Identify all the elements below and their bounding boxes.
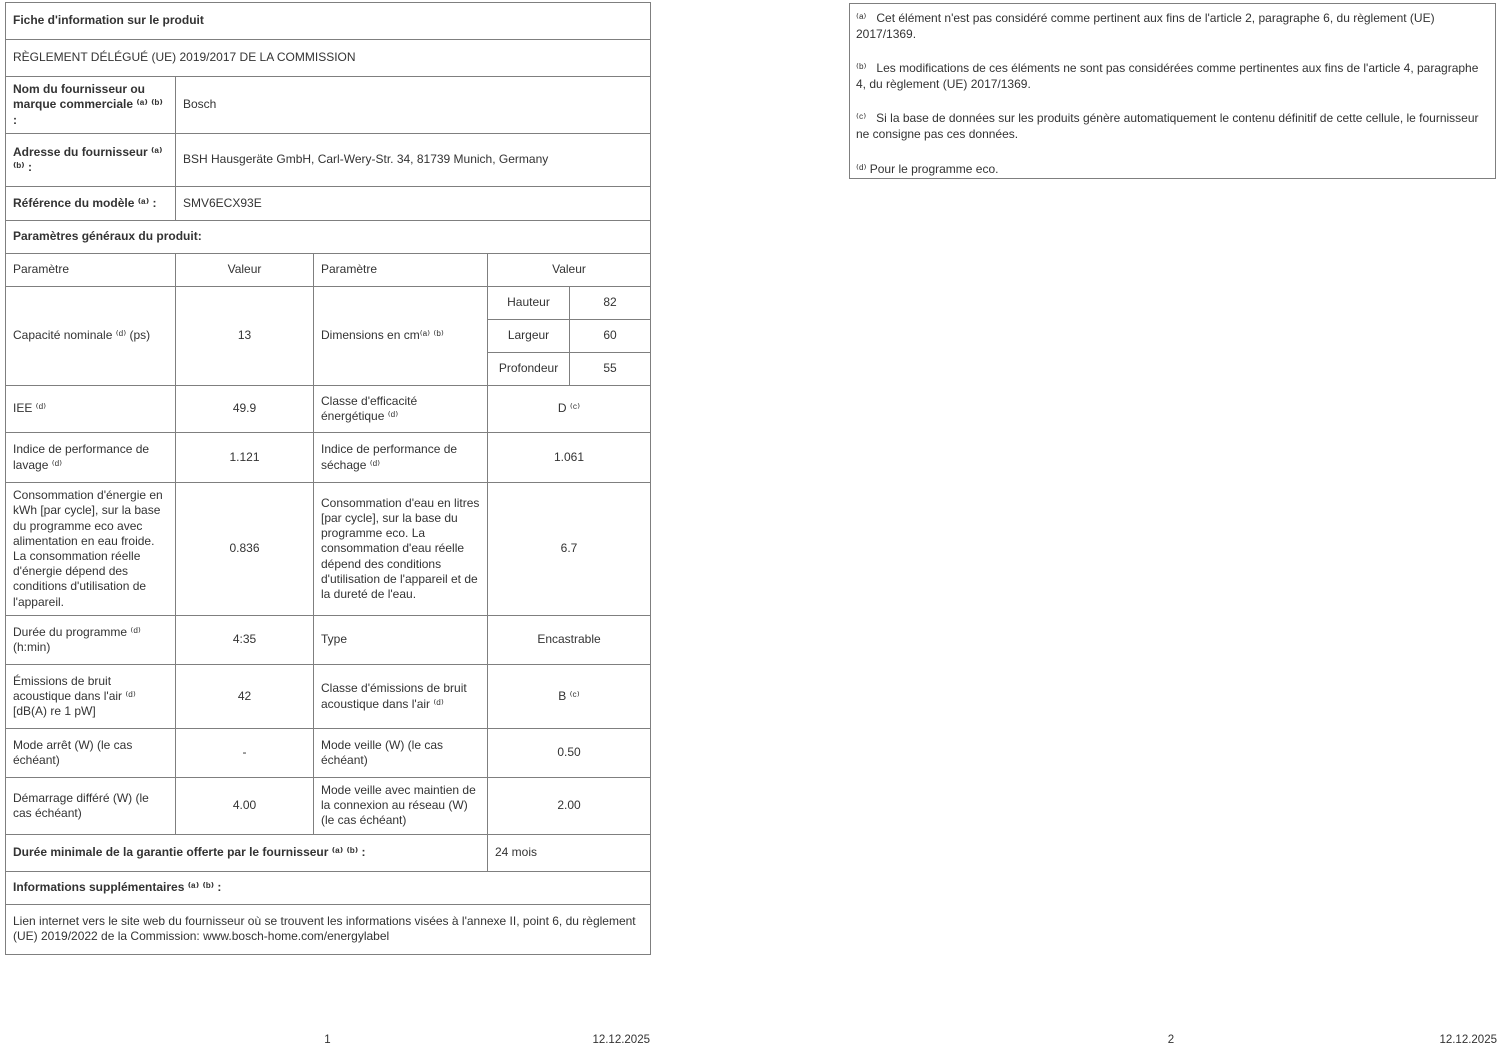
energy-class-label: Classe d'efficacité énergétique ⁽ᵈ⁾ xyxy=(314,386,488,433)
cleaning-index-label: Indice de performance de lavage ⁽ᵈ⁾ xyxy=(6,433,176,483)
table-row xyxy=(6,3,651,40)
type-label: Type xyxy=(314,616,488,665)
dimension-depth-label: Profondeur xyxy=(488,353,570,386)
page1-number: 1 xyxy=(324,1034,331,1046)
type-value: Encastrable xyxy=(488,616,651,665)
table-row xyxy=(6,616,651,665)
model-reference-value: SMV6ECX93E xyxy=(176,187,651,221)
table-row xyxy=(6,729,651,778)
energy-consumption-value: 0.836 xyxy=(176,483,314,616)
page1-footer xyxy=(5,1034,650,1050)
networked-standby-value: 2.00 xyxy=(488,778,651,835)
dimension-height-value: 82 xyxy=(570,287,651,320)
column-header-parameter-2: Paramètre xyxy=(314,254,488,287)
noise-emission-label: Émissions de bruit acoustique dans l'air ⁽ᵈ⁾ [dB(A) re 1 pW] xyxy=(6,665,176,729)
capacity-value: 13 xyxy=(176,287,314,386)
page2-date: 12.12.2025 xyxy=(1439,1034,1497,1046)
footnote-c: ⁽ᶜ⁾ Si la base de données sur les produits génère automatiquement le contenu définitif de cette cellule, le fournisseur ne consigne pas ces données. xyxy=(856,111,1482,141)
table-row xyxy=(6,187,651,221)
delayed-start-value: 4.00 xyxy=(176,778,314,835)
column-header-value-1: Valeur xyxy=(176,254,314,287)
table-row xyxy=(6,134,651,187)
drying-index-label: Indice de performance de séchage ⁽ᵈ⁾ xyxy=(314,433,488,483)
networked-standby-label: Mode veille avec maintien de la connexion au réseau (W) (le cas échéant) xyxy=(314,778,488,835)
footnotes-panel xyxy=(849,3,1496,179)
dimension-height-label: Hauteur xyxy=(488,287,570,320)
column-header-parameter-1: Paramètre xyxy=(6,254,176,287)
page1-date: 12.12.2025 xyxy=(592,1034,650,1046)
noise-class-value: B ⁽ᶜ⁾ xyxy=(488,665,651,729)
table-row xyxy=(6,834,651,871)
dimensions-label: Dimensions en cm⁽ᵃ⁾ ⁽ᵇ⁾ xyxy=(314,287,488,386)
table-row xyxy=(6,778,651,835)
cleaning-index-value: 1.121 xyxy=(176,433,314,483)
table-row xyxy=(6,871,651,904)
warranty-value: 24 mois xyxy=(488,834,651,871)
product-fiche-table xyxy=(5,2,651,955)
supplier-website-link-text: Lien internet vers le site web du fournisseur où se trouvent les informations visées à l'annexe II, point 6, du règlement (UE) 2019/2022 de la Commission: www.bosch-home.com/energylabel xyxy=(6,904,651,954)
model-reference-label: Référence du modèle ⁽ᵃ⁾ : xyxy=(6,187,176,221)
dimension-width-label: Largeur xyxy=(488,320,570,353)
capacity-label: Capacité nominale ⁽ᵈ⁾ (ps) xyxy=(6,287,176,386)
table-row xyxy=(6,665,651,729)
energy-class-value: D ⁽ᶜ⁾ xyxy=(488,386,651,433)
table-row xyxy=(6,433,651,483)
supplier-address-label: Adresse du fournisseur ⁽ᵃ⁾ ⁽ᵇ⁾ : xyxy=(6,134,176,187)
off-mode-label: Mode arrêt (W) (le cas échéant) xyxy=(6,729,176,778)
eei-value: 49.9 xyxy=(176,386,314,433)
table-row xyxy=(6,40,651,77)
footnote-d: ⁽ᵈ⁾ Pour le programme eco. xyxy=(856,161,999,176)
noise-class-label: Classe d'émissions de bruit acoustique dans l'air ⁽ᵈ⁾ xyxy=(314,665,488,729)
energy-consumption-label: Consommation d'énergie en kWh [par cycle], sur la base du programme eco avec alimentation en eau froide. La consommation réelle d'énergie dépend des conditions d'utilisation de l'appareil. xyxy=(6,483,176,616)
delayed-start-label: Démarrage différé (W) (le cas échéant) xyxy=(6,778,176,835)
table-row xyxy=(6,483,651,616)
water-consumption-value: 6.7 xyxy=(488,483,651,616)
column-header-value-2: Valeur xyxy=(488,254,651,287)
supplier-name-value: Bosch xyxy=(176,77,651,134)
regulation-subtitle: RÈGLEMENT DÉLÉGUÉ (UE) 2019/2017 DE LA COMMISSION xyxy=(6,40,651,77)
footnote-a: ⁽ᵃ⁾ Cet élément n'est pas considéré comme pertinent aux fins de l'article 2, paragraphe 6, du règlement (UE) 2017/1369. xyxy=(856,11,1438,41)
off-mode-value: - xyxy=(176,729,314,778)
table-row xyxy=(6,77,651,134)
dimension-depth-value: 55 xyxy=(570,353,651,386)
table-header-row xyxy=(6,254,651,287)
warranty-label: Durée minimale de la garantie offerte par le fournisseur ⁽ᵃ⁾ ⁽ᵇ⁾ : xyxy=(6,834,488,871)
drying-index-value: 1.061 xyxy=(488,433,651,483)
table-row xyxy=(6,386,651,433)
water-consumption-label: Consommation d'eau en litres [par cycle], sur la base du programme eco. La consommation d'eau réelle dépend des conditions d'utilisation de l'appareil et de la dureté de l'eau. xyxy=(314,483,488,616)
supplier-address-value: BSH Hausgeräte GmbH, Carl-Wery-Str. 34, 81739 Munich, Germany xyxy=(176,134,651,187)
table-row xyxy=(6,287,651,320)
page-title: Fiche d'information sur le produit xyxy=(6,3,651,40)
programme-duration-value: 4:35 xyxy=(176,616,314,665)
supplier-name-label: Nom du fournisseur ou marque commerciale ⁽ᵃ⁾ ⁽ᵇ⁾ : xyxy=(6,77,176,134)
page2-footer xyxy=(845,1034,1497,1050)
programme-duration-label: Durée du programme ⁽ᵈ⁾ (h:min) xyxy=(6,616,176,665)
eei-label: IEE ⁽ᵈ⁾ xyxy=(6,386,176,433)
page2-number: 2 xyxy=(1167,1034,1175,1046)
general-parameters-header: Paramètres généraux du produit: xyxy=(6,221,651,254)
dimension-width-value: 60 xyxy=(570,320,651,353)
table-row xyxy=(6,904,651,954)
noise-emission-value: 42 xyxy=(176,665,314,729)
additional-info-header: Informations supplémentaires ⁽ᵃ⁾ ⁽ᵇ⁾ : xyxy=(6,871,651,904)
footnote-b: ⁽ᵇ⁾ Les modifications de ces éléments ne sont pas considérées comme pertinentes aux fins de l'article 4, paragraphe 4, du règlement (UE) 2017/1369. xyxy=(856,61,1482,91)
table-row xyxy=(6,221,651,254)
standby-mode-label: Mode veille (W) (le cas échéant) xyxy=(314,729,488,778)
standby-mode-value: 0.50 xyxy=(488,729,651,778)
